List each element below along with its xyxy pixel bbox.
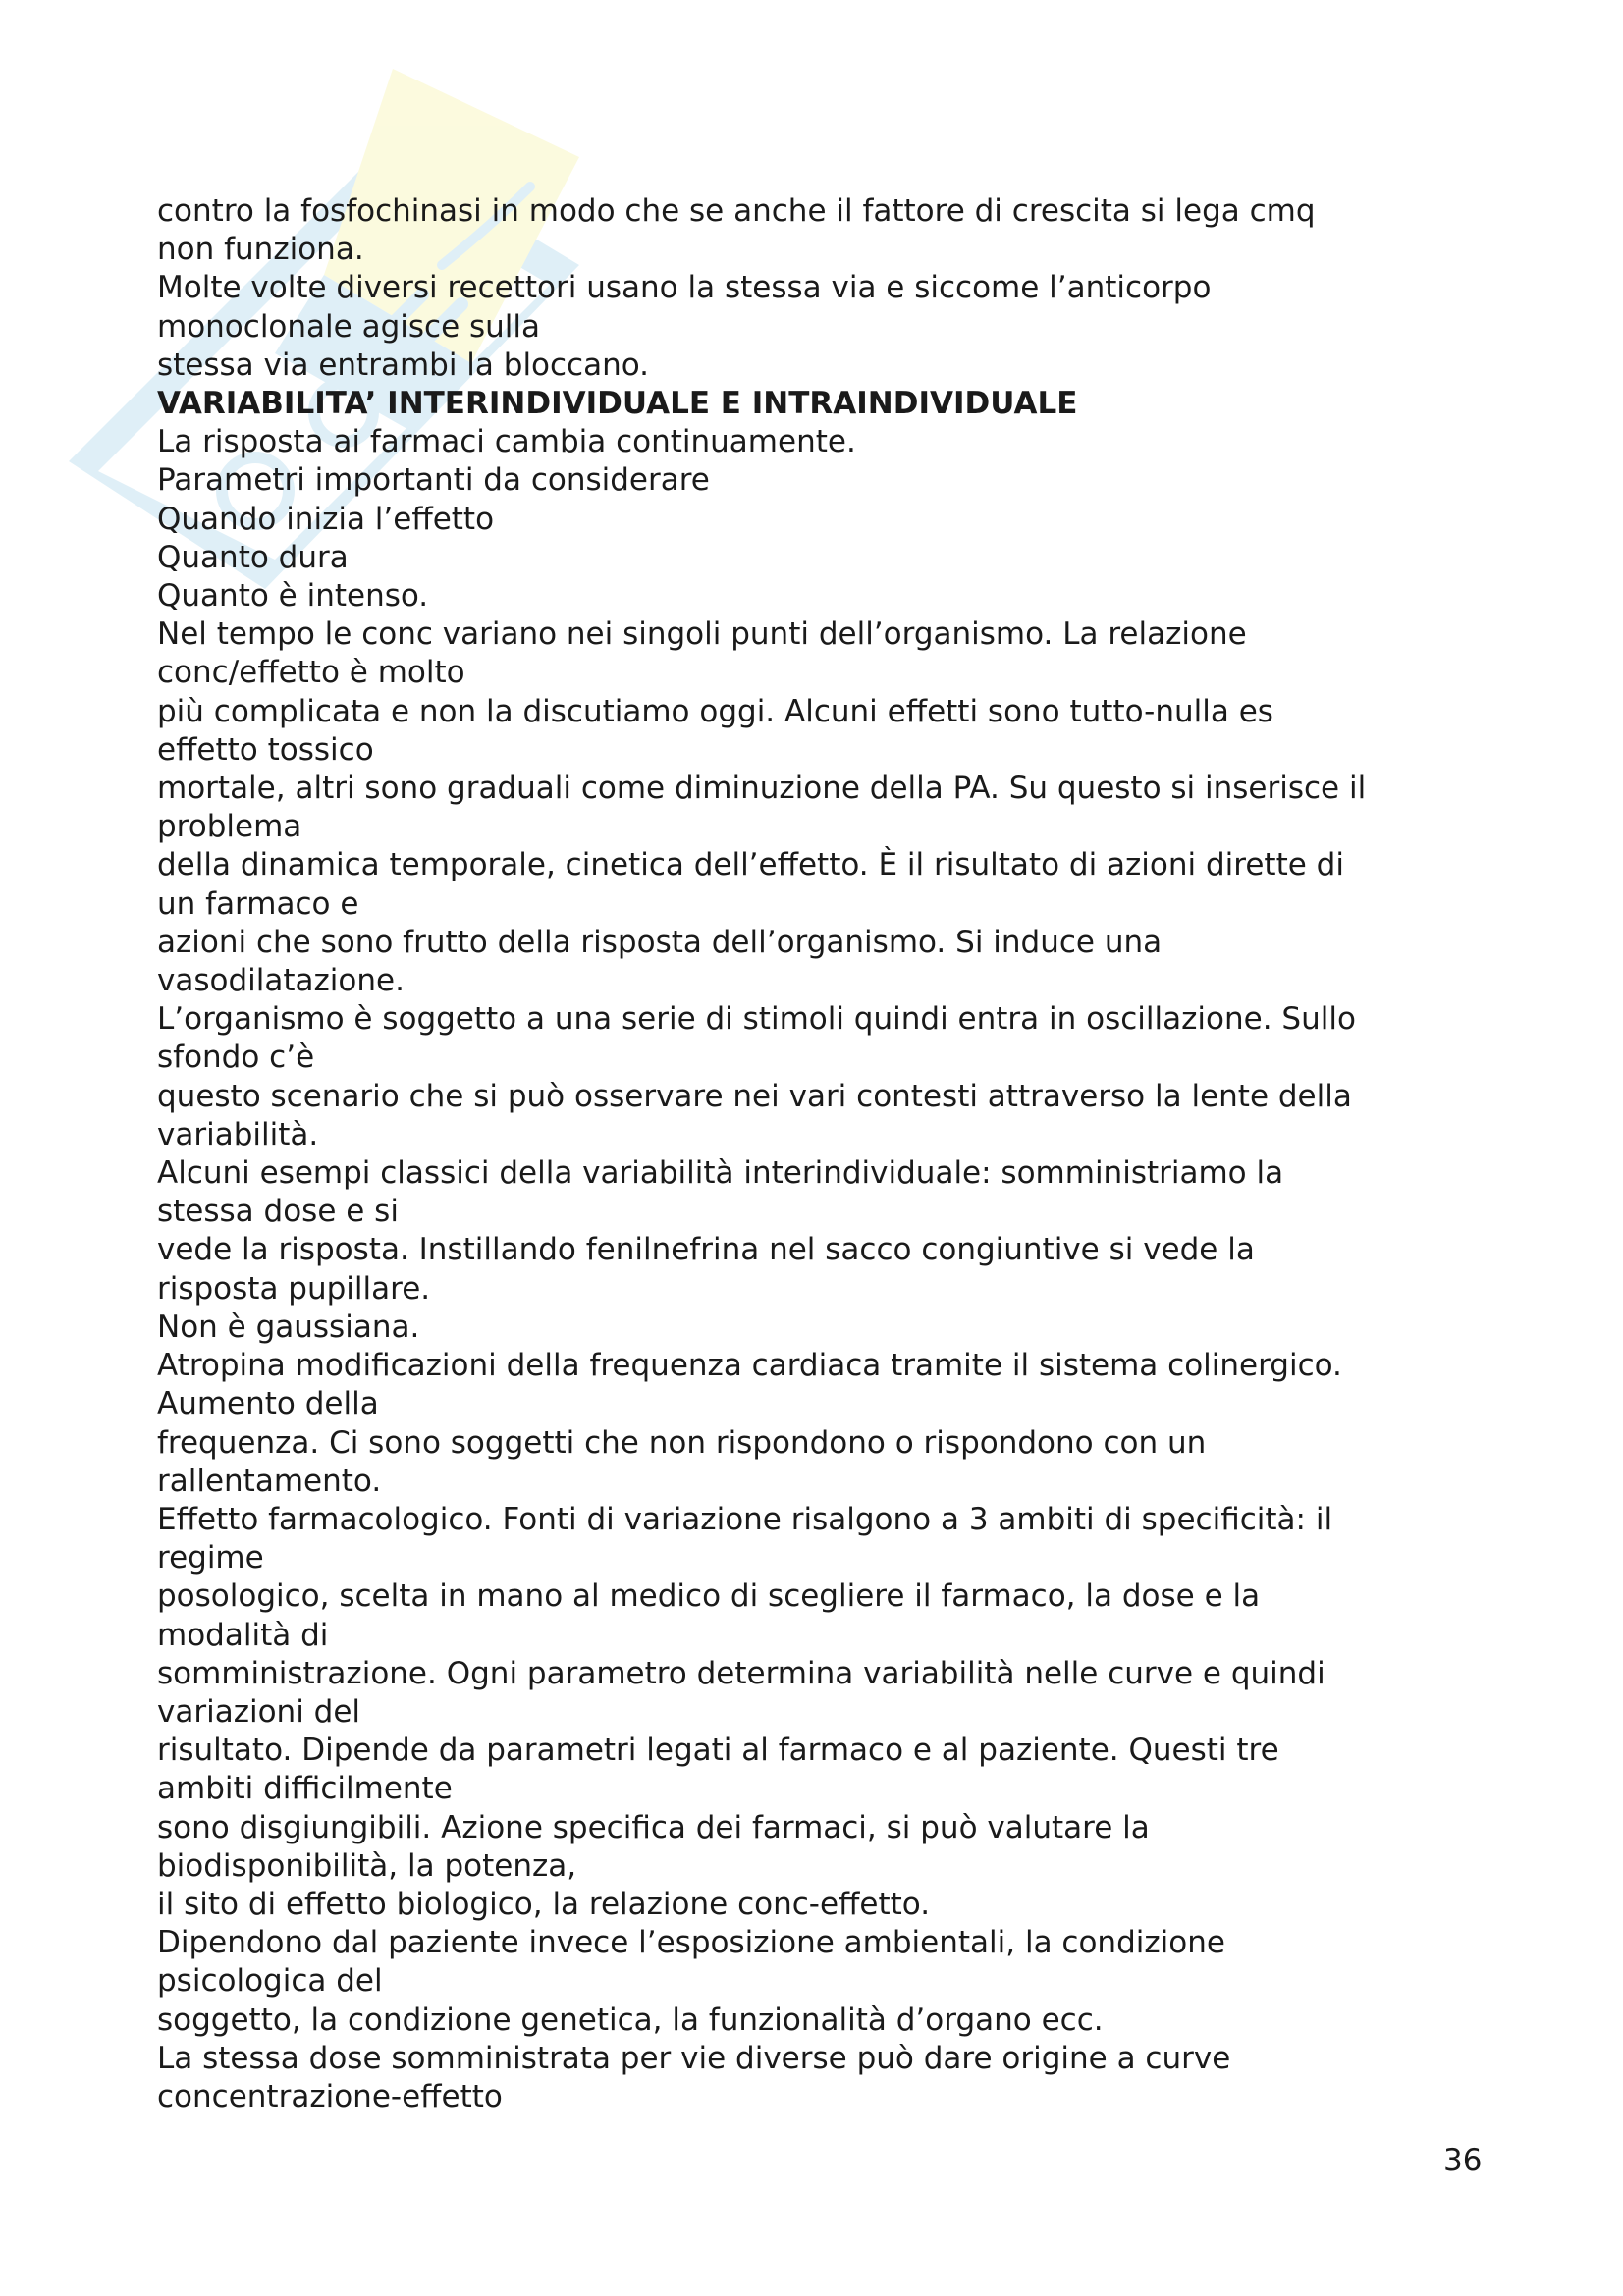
text-line: Quanto è intenso. [157,578,429,614]
text-line: psicologica del [157,1963,383,2000]
text-line: Aumento della [157,1386,379,1422]
text-line: posologico, scelta in mano al medico di scegliere il farmaco, la dose e la [157,1578,1261,1615]
text-line: più complicata e non la discutiamo oggi. Alcuni effetti sono tutto-nulla es [157,693,1273,729]
text-line: Atropina modificazioni della frequenza cardiaca tramite il sistema colinergico. [157,1348,1342,1384]
page-body [157,192,1492,2116]
text-line: conc/effetto è molto [157,655,465,691]
text-line: Quanto dura [157,539,349,575]
text-line: Effetto farmacologico. Fonti di variazione risalgono a 3 ambiti di specificità: il [157,1501,1333,1537]
text-line: modalità di [157,1617,329,1653]
text-line: Molte volte diversi recettori usano la stessa via e siccome l’anticorpo [157,270,1212,306]
text-line: frequenza. Ci sono soggetti che non rispondono o rispondono con un [157,1424,1207,1461]
text-line: monoclonale agisce sulla [157,308,541,345]
text-line: La risposta ai farmaci cambia continuamente. [157,424,856,460]
text-line: sono disgiungibili. Azione specifica dei farmaci, si può valutare la [157,1809,1150,1845]
text-line: L’organismo è soggetto a una serie di stimoli quindi entra in oscillazione. Sullo [157,1001,1356,1038]
text-line: risposta pupillare. [157,1270,431,1307]
text-line: Quando inizia l’effetto [157,501,495,537]
text-line: vasodilatazione. [157,963,405,999]
text-line: sfondo c’è [157,1040,315,1076]
section-heading: VARIABILITA’ INTERINDIVIDUALE E INTRAINDIVIDUALE [157,386,1078,422]
text-line: non funziona. [157,232,364,268]
text-line: Dipendono dal paziente invece l’esposizione ambientali, la condizione [157,1925,1225,1961]
text-line: contro la fosfochinasi in modo che se anche il fattore di crescita si lega cmq [157,193,1316,229]
text-line: risultato. Dipende da parametri legati al farmaco e al paziente. Questi tre [157,1733,1279,1769]
text-line: problema [157,809,302,845]
text-line: Parametri importanti da considerare [157,462,710,499]
text-line: regime [157,1540,264,1576]
text-line: questo scenario che si può osservare nei vari contesti attraverso la lente della [157,1078,1352,1114]
text-line: rallentamento. [157,1463,382,1499]
text-line: della dinamica temporale, cinetica dell’effetto. È il risultato di azioni dirette di [157,847,1344,883]
text-line: un farmaco e [157,885,359,922]
text-line: soggetto, la condizione genetica, la funzionalità d’organo ecc. [157,2002,1104,2038]
text-line: somministrazione. Ogni parametro determina variabilità nelle curve e quindi [157,1655,1325,1691]
text-line: effetto tossico [157,731,374,768]
text-line: variazioni del [157,1693,361,1730]
text-line: stessa dose e si [157,1194,399,1230]
page-number: 36 [1443,2143,1483,2178]
text-line: mortale, altri sono graduali come diminuzione della PA. Su questo si inserisce il [157,771,1367,807]
text-line: variabilità. [157,1116,319,1152]
text-line: La stessa dose somministrata per vie diverse può dare origine a curve [157,2040,1231,2076]
text-line: azioni che sono frutto della risposta dell’organismo. Si induce una [157,924,1163,960]
text-line: Alcuni esempi classici della variabilità interindividuale: somministriamo la [157,1155,1284,1192]
text-line: ambiti difficilmente [157,1771,453,1807]
text-line: vede la risposta. Instillando fenilnefrina nel sacco congiuntive si vede la [157,1232,1255,1268]
text-line: concentrazione-effetto [157,2078,503,2114]
text-line: Nel tempo le conc variano nei singoli punti dell’organismo. La relazione [157,616,1247,653]
text-line: il sito di effetto biologico, la relazione conc-effetto. [157,1886,931,1922]
text-line: Non è gaussiana. [157,1308,420,1345]
text-line: stessa via entrambi la bloccano. [157,347,650,383]
text-line: biodisponibilità, la potenza, [157,1847,577,1884]
